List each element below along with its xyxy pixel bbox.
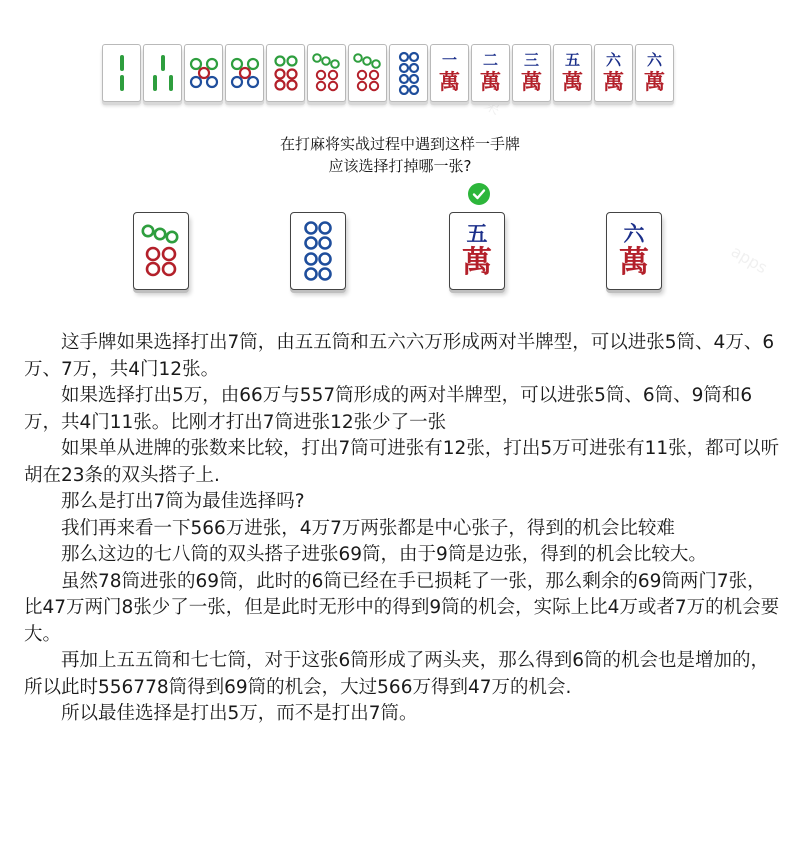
paragraph: 虽然78筒进张的69筒，此时的6筒已经在手已损耗了一张，那么剩余的69筒两门7张，比47万两门8张少了一张，但是此时无形中的得到9筒的机会，实际上比4万或者7万的机会要大。 [24,570,780,645]
paragraph: 那么这边的七八筒的双头搭子进张69筒，由于9筒是边张，得到的机会比较大。 [61,544,707,565]
wan-character: 萬 [562,68,583,94]
tile-wan-6 [594,44,633,102]
check-circle-icon [468,183,490,205]
question [0,133,800,177]
dots-icon [302,220,334,282]
paragraph: 我们再来看一下566万进张，4万7万两张都是中心张子，得到的机会比较难 [61,517,675,539]
dots-icon [397,51,421,95]
hand-row [102,44,674,102]
wan-number: 六 [605,50,621,69]
tile-circle-7 [348,44,387,102]
wan-number: 六 [623,221,645,246]
tile-wan-2 [471,44,510,102]
watermark: 苹果 [466,86,505,119]
paragraph: 这手牌如果选择打出7筒，由五五筒和五六六万形成两对半牌型，可以进张5筒、4万、6万、7万，共4门12张。 [24,332,775,380]
wan-character: 萬 [603,68,624,94]
question-line-1: 在打麻将实战过程中遇到这样一手牌 [279,135,520,153]
bamboo-icon [112,53,132,93]
analysis-text [24,330,784,728]
watermark: apps [727,241,771,278]
tile-circle-5 [184,44,223,102]
wan-character: 萬 [480,68,501,94]
wan-number: 二 [482,50,498,69]
paragraph: 如果单从进牌的张数来比较，打出7筒可进张有12张，打出5万可进张有11张，都可以听胡在23条的双头搭子上. [24,438,780,486]
tile-circle-7 [307,44,346,102]
paragraph: 再加上五五筒和七七筒，对于这张6筒形成了两头夹，那么得到6筒的机会也是增加的，所以此时556778筒得到69筒的机会，大过566万得到47万的机会. [24,650,770,698]
paragraph: 如果选择打出5万，由66万与557筒形成的两对半牌型，可以进张5筒、6筒、9筒和6万，共4门11张。比刚才打出7筒进张12张少了一张 [24,385,753,433]
wan-character: 萬 [521,68,542,94]
wan-number: 五 [466,221,488,246]
tile-wan-5 [553,44,592,102]
paragraph: 所以最佳选择是打出5万，而不是打出7筒。 [61,703,418,724]
wan-number: 五 [564,50,580,69]
tile-bamboo-3 [143,44,182,102]
dots-icon [189,57,219,89]
dots-icon [230,57,260,89]
candidate-tile-7-circle[interactable] [133,212,189,290]
wan-number: 三 [523,50,539,69]
dots-icon [273,55,299,91]
wan-number: 六 [646,50,662,69]
wan-character: 萬 [619,245,649,280]
dots-icon [353,53,383,93]
tile-wan-6 [635,44,674,102]
tile-bamboo-2 [102,44,141,102]
candidate-tile-5-wan[interactable] [449,212,505,290]
tile-circle-5 [225,44,264,102]
candidate-tile-6-wan[interactable] [606,212,662,290]
candidate-tile-8-circle[interactable] [290,212,346,290]
paragraph: 那么是打出7筒为最佳选择吗? [61,491,305,512]
tile-circle-8 [389,44,428,102]
wan-number: 一 [441,50,457,69]
wan-character: 萬 [439,68,460,94]
dots-icon [140,222,182,280]
wan-character: 萬 [462,245,492,280]
tile-wan-3 [512,44,551,102]
bamboo-icon [149,53,177,93]
tile-wan-1 [430,44,469,102]
question-line-2: 应该选择打掉哪一张? [328,157,472,175]
wan-character: 萬 [644,68,665,94]
dots-icon [312,53,342,93]
tile-circle-6 [266,44,305,102]
